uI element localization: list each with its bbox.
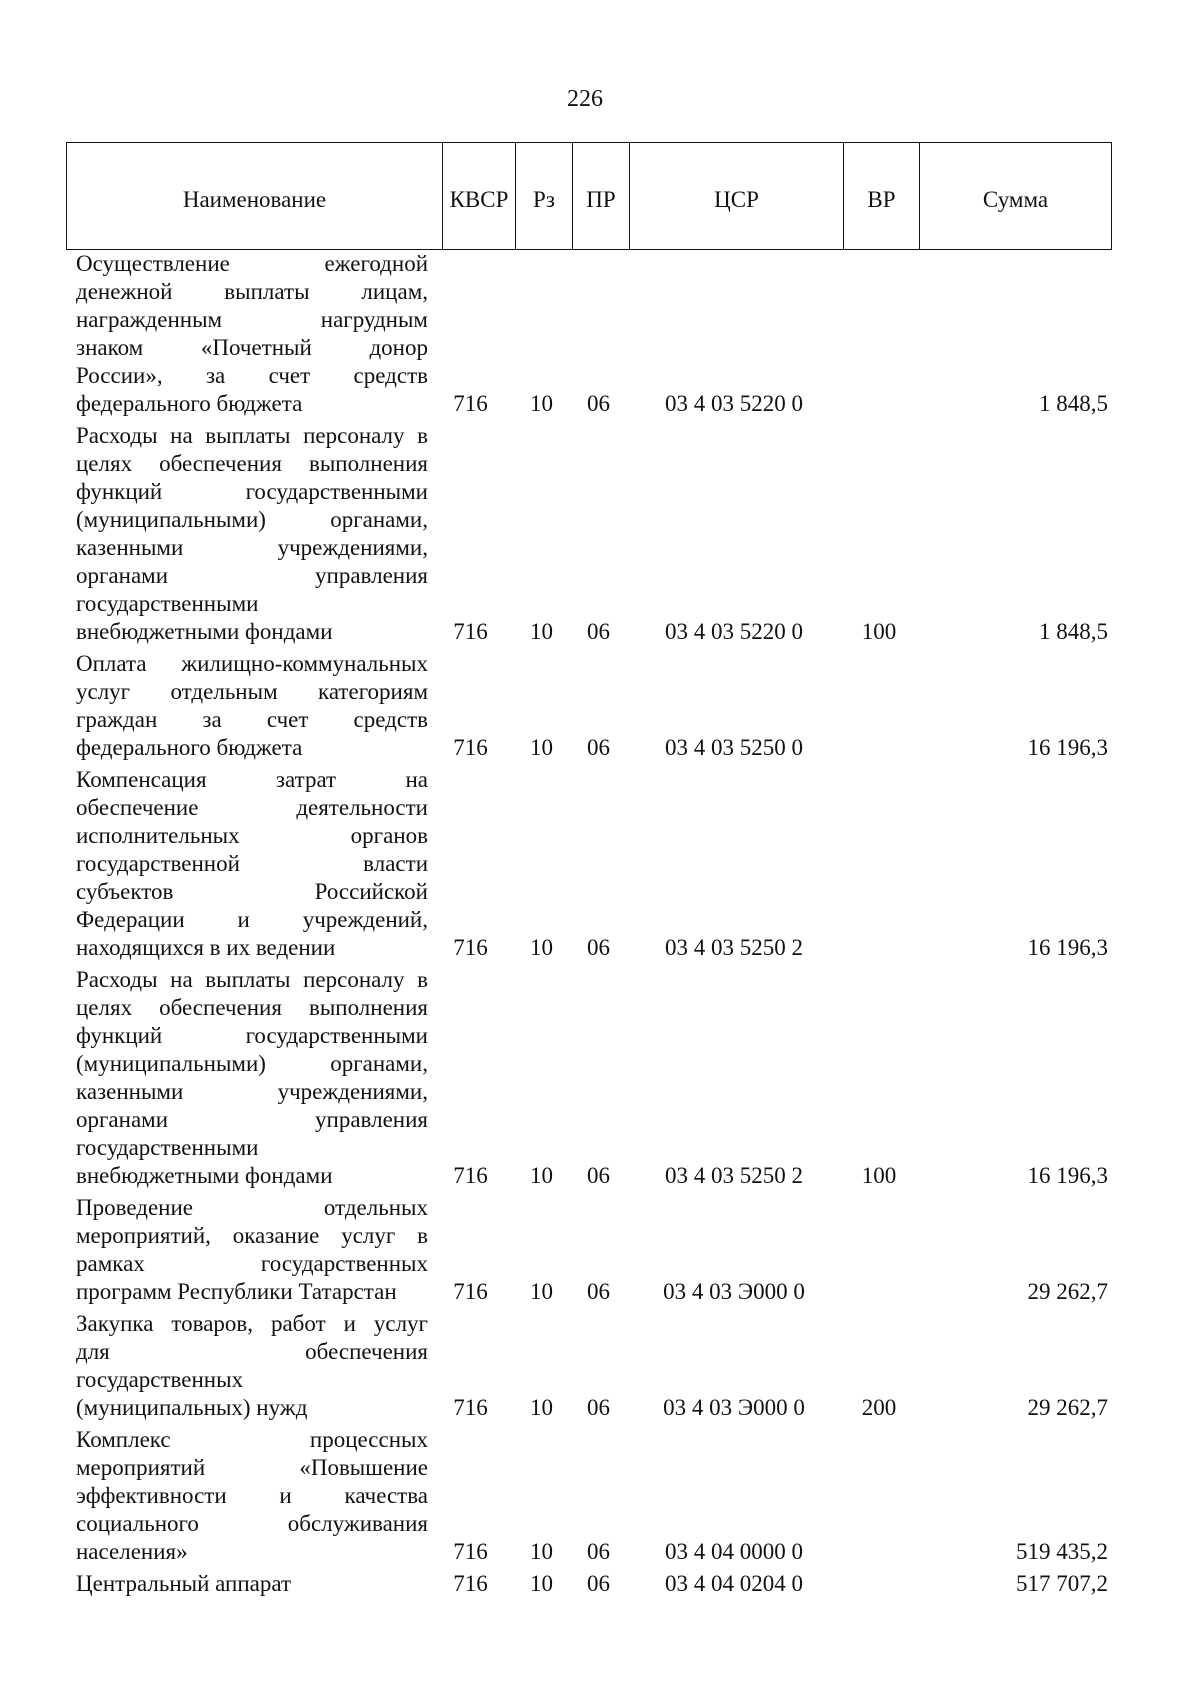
cell-rz: 10	[530, 1163, 553, 1188]
row-name-line: денежной выплаты лицам,	[76, 279, 428, 304]
cell-pr: 06	[587, 1571, 610, 1596]
row-name	[66, 250, 428, 418]
row-name-line: органами управления	[76, 563, 428, 588]
row-name-line: Компенсация затрат на	[76, 767, 428, 792]
header-csr: ЦСР	[630, 143, 844, 249]
cell-rz: 10	[530, 1571, 553, 1596]
row-name-line: России», за счет средств	[76, 363, 428, 388]
cell-kvsr: 716	[453, 619, 488, 644]
row-name-line: Расходы на выплаты персоналу в	[76, 967, 428, 992]
row-name-line: Расходы на выплаты персоналу в	[76, 423, 428, 448]
cell-rz: 10	[530, 619, 553, 644]
cell-kvsr: 716	[453, 391, 488, 416]
cell-sum: 519 435,2	[1016, 1539, 1108, 1564]
row-name-line: казенными учреждениями,	[76, 535, 428, 560]
cell-sum: 1 848,5	[1039, 391, 1108, 416]
cell-pr: 06	[587, 619, 610, 644]
table-row	[66, 1310, 1112, 1422]
cell-rz: 10	[530, 735, 553, 760]
cell-pr: 06	[587, 935, 610, 960]
table-row	[66, 1570, 1112, 1598]
cell-kvsr: 716	[453, 935, 488, 960]
row-name-line: Оплата жилищно-коммунальных	[76, 651, 428, 676]
table-header	[66, 142, 1112, 250]
row-name	[66, 650, 428, 762]
cell-kvsr: 716	[453, 1163, 488, 1188]
row-name	[66, 766, 428, 962]
row-name-line: государственными	[76, 1135, 259, 1160]
page-number: 226	[567, 86, 603, 112]
row-name-line: находящихся в их ведении	[76, 935, 336, 960]
cell-rz: 10	[530, 391, 553, 416]
cell-rz: 10	[530, 1279, 553, 1304]
cell-kvsr: 716	[453, 735, 488, 760]
table-row	[66, 650, 1112, 762]
row-name-line: программ Республики Татарстан	[76, 1279, 397, 1304]
cell-pr: 06	[587, 1279, 610, 1304]
row-name-line: знаком «Почетный донор	[76, 335, 428, 360]
table-body	[66, 250, 1112, 1602]
row-name-line: субъектов Российской	[76, 879, 428, 904]
row-name-line: (муниципальными) органами,	[76, 1051, 428, 1076]
cell-csr: 03 4 03 5250 2	[665, 935, 803, 960]
cell-sum: 517 707,2	[1016, 1571, 1108, 1596]
cell-sum: 16 196,3	[1027, 1163, 1108, 1188]
row-name-line: Осуществление ежегодной	[76, 251, 428, 276]
row-name-line: государственными	[76, 591, 259, 616]
row-name-line: эффективности и качества	[76, 1483, 428, 1508]
cell-pr: 06	[587, 1539, 610, 1564]
row-name-line: населения»	[76, 1539, 188, 1564]
row-name-line: исполнительных органов	[76, 823, 428, 848]
cell-pr: 06	[587, 1395, 610, 1420]
row-name	[66, 422, 428, 646]
cell-sum: 29 262,7	[1027, 1279, 1108, 1304]
cell-pr: 06	[587, 391, 610, 416]
row-name-line: внебюджетными фондами	[76, 1163, 333, 1188]
table-row	[66, 766, 1112, 962]
table-row	[66, 250, 1112, 418]
cell-kvsr: 716	[453, 1539, 488, 1564]
row-name-line: казенными учреждениями,	[76, 1079, 428, 1104]
header-kvsr: КВСР	[443, 143, 516, 249]
row-name-line: обеспечение деятельности	[76, 795, 428, 820]
table-row	[66, 1426, 1112, 1566]
header-pr: ПР	[573, 143, 630, 249]
row-name-line: федерального бюджета	[76, 735, 303, 760]
cell-csr: 03 4 03 5220 0	[665, 391, 803, 416]
row-name-line: Комплекс процессных	[76, 1427, 428, 1452]
row-name	[66, 1570, 428, 1598]
row-name-line: (муниципальными) органами,	[76, 507, 428, 532]
row-name-line: федерального бюджета	[76, 391, 303, 416]
row-name-line: мероприятий, оказание услуг в	[76, 1223, 428, 1248]
cell-kvsr: 716	[453, 1571, 488, 1596]
cell-rz: 10	[530, 935, 553, 960]
row-name-line: Закупка товаров, работ и услуг	[76, 1311, 428, 1336]
cell-csr: 03 4 03 5250 2	[665, 1163, 803, 1188]
row-name-line: органами управления	[76, 1107, 428, 1132]
cell-kvsr: 716	[453, 1395, 488, 1420]
cell-sum: 16 196,3	[1027, 935, 1108, 960]
row-name-line: рамках государственных	[76, 1251, 428, 1276]
cell-kvsr: 716	[453, 1279, 488, 1304]
table-row	[66, 1194, 1112, 1306]
row-name-line: государственных	[76, 1367, 244, 1392]
row-name-line: социального обслуживания	[76, 1511, 428, 1536]
cell-vr: 200	[861, 1395, 897, 1420]
cell-rz: 10	[530, 1395, 553, 1420]
cell-pr: 06	[587, 735, 610, 760]
cell-vr: 100	[861, 1163, 897, 1188]
cell-csr: 03 4 04 0000 0	[665, 1539, 803, 1564]
row-name-line: мероприятий «Повышение	[76, 1455, 428, 1480]
row-name-line: награжденным нагрудным	[76, 307, 428, 332]
cell-csr: 03 4 03 Э000 0	[663, 1395, 805, 1420]
row-name-line: (муниципальных) нужд	[76, 1395, 308, 1420]
row-name-line: Проведение отдельных	[76, 1195, 428, 1220]
table-row	[66, 966, 1112, 1190]
row-name	[66, 966, 428, 1190]
cell-csr: 03 4 04 0204 0	[665, 1571, 803, 1596]
cell-rz: 10	[530, 1539, 553, 1564]
row-name	[66, 1194, 428, 1306]
row-name-line: функций государственными	[76, 479, 428, 504]
row-name-line: функций государственными	[76, 1023, 428, 1048]
row-name-line: внебюджетными фондами	[76, 619, 333, 644]
cell-csr: 03 4 03 5220 0	[665, 619, 803, 644]
cell-csr: 03 4 03 5250 0	[665, 735, 803, 760]
header-rz: Рз	[516, 143, 573, 249]
row-name-line: услуг отдельным категориям	[76, 679, 428, 704]
row-name-line: для обеспечения	[76, 1339, 428, 1364]
cell-sum: 29 262,7	[1027, 1395, 1108, 1420]
row-name-line: Федерации и учреждений,	[76, 907, 428, 932]
row-name-line: граждан за счет средств	[76, 707, 428, 732]
header-sum: Сумма	[982, 187, 1049, 212]
header-vr: ВР	[844, 143, 920, 249]
cell-pr: 06	[587, 1163, 610, 1188]
cell-sum: 16 196,3	[1027, 735, 1108, 760]
cell-vr: 100	[861, 619, 897, 644]
table-row	[66, 422, 1112, 646]
row-name-line: Центральный аппарат	[76, 1571, 292, 1596]
row-name-line: государственной власти	[76, 851, 428, 876]
row-name-line: целях обеспечения выполнения	[76, 995, 428, 1020]
cell-sum: 1 848,5	[1039, 619, 1108, 644]
cell-csr: 03 4 03 Э000 0	[663, 1279, 805, 1304]
header-name: Наименование	[67, 143, 443, 249]
row-name-line: целях обеспечения выполнения	[76, 451, 428, 476]
row-name	[66, 1426, 428, 1566]
row-name	[66, 1310, 428, 1422]
